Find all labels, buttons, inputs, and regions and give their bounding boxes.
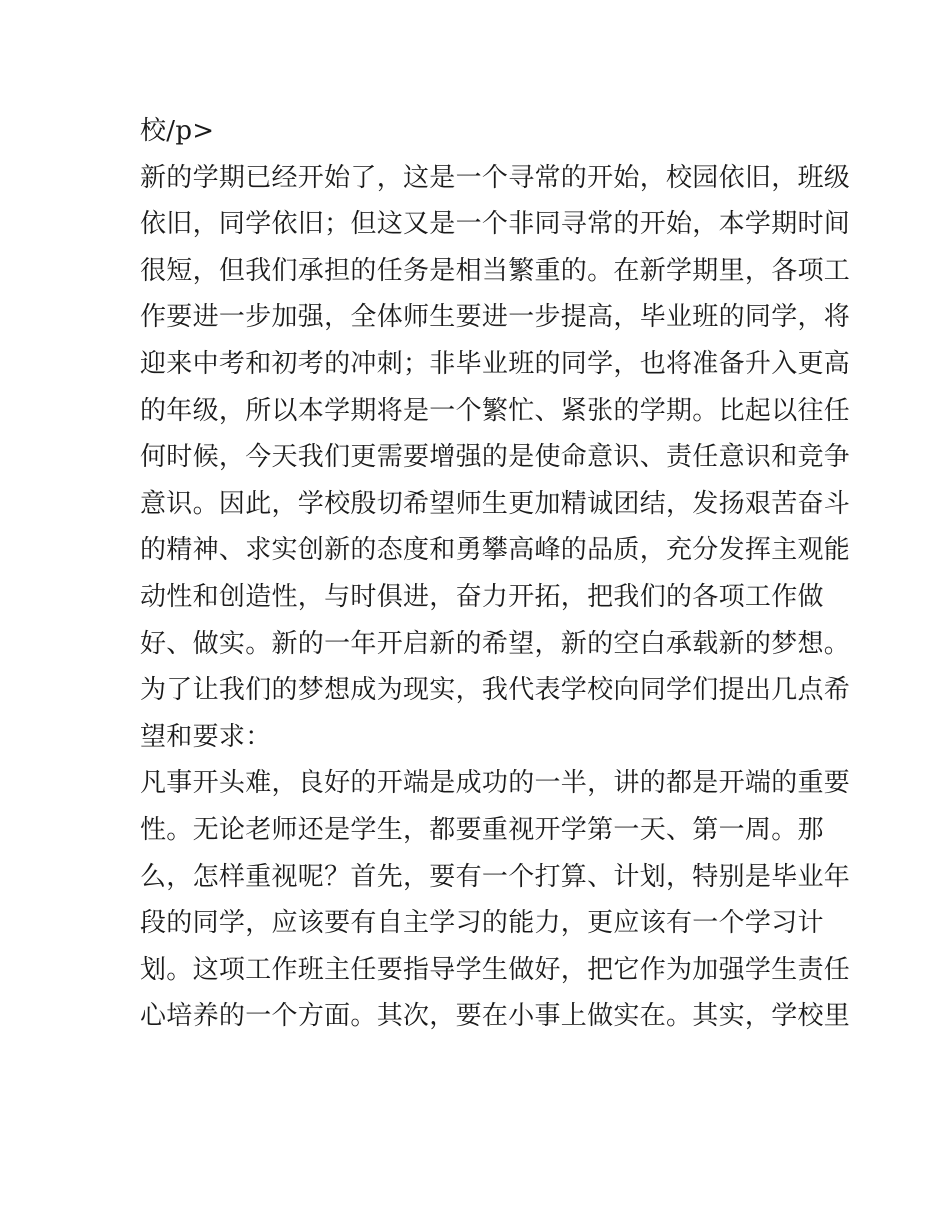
text-line: 好、做实。新的一年开启新的希望，新的空白承载新的梦想。 bbox=[140, 628, 851, 659]
document-body bbox=[140, 108, 851, 1040]
text-line: 的年级，所以本学期将是一个繁忙、紧张的学期。比起以往任 bbox=[140, 395, 851, 426]
text-line: 为了让我们的梦想成为现实，我代表学校向同学们提出几点希 bbox=[140, 675, 851, 706]
text-line: 何时候，今天我们更需要增强的是使命意识、责任意识和竞争 bbox=[140, 442, 851, 473]
text-line: 性。无论老师还是学生，都要重视开学第一天、第一周。那 bbox=[140, 814, 824, 845]
text-line: 意识。因此，学校殷切希望师生更加精诚团结，发扬艰苦奋斗 bbox=[140, 488, 851, 519]
text-line: 动性和创造性，与时俱进，奋力开拓，把我们的各项工作做 bbox=[140, 581, 824, 612]
text-line: 段的同学，应该要有自主学习的能力，更应该有一个学习计 bbox=[140, 908, 824, 939]
text-line: 凡事开头难，良好的开端是成功的一半，讲的都是开端的重要 bbox=[140, 768, 851, 799]
text-line: 作要进一步加强，全体师生要进一步提高，毕业班的同学，将 bbox=[140, 302, 851, 333]
text-line: 迎来中考和初考的冲刺；非毕业班的同学，也将准备升入更高 bbox=[140, 348, 851, 379]
text-line: 很短，但我们承担的任务是相当繁重的。在新学期里，各项工 bbox=[140, 255, 851, 286]
text-line: 望和要求： bbox=[140, 721, 272, 752]
text-line: 的精神、求实创新的态度和勇攀高峰的品质，充分发挥主观能 bbox=[140, 535, 851, 566]
text-line: 心培养的一个方面。其次，要在小事上做实在。其实，学校里 bbox=[140, 1001, 851, 1032]
text-line: 新的学期已经开始了，这是一个寻常的开始，校园依旧，班级 bbox=[140, 162, 851, 193]
text-line: 校/p> bbox=[140, 116, 215, 146]
text-line: 划。这项工作班主任要指导学生做好，把它作为加强学生责任 bbox=[140, 954, 851, 985]
text-line: 依旧，同学依旧；但这又是一个非同寻常的开始，本学期时间 bbox=[140, 209, 851, 240]
text-line: 么，怎样重视呢？首先，要有一个打算、计划，特别是毕业年 bbox=[140, 861, 851, 892]
